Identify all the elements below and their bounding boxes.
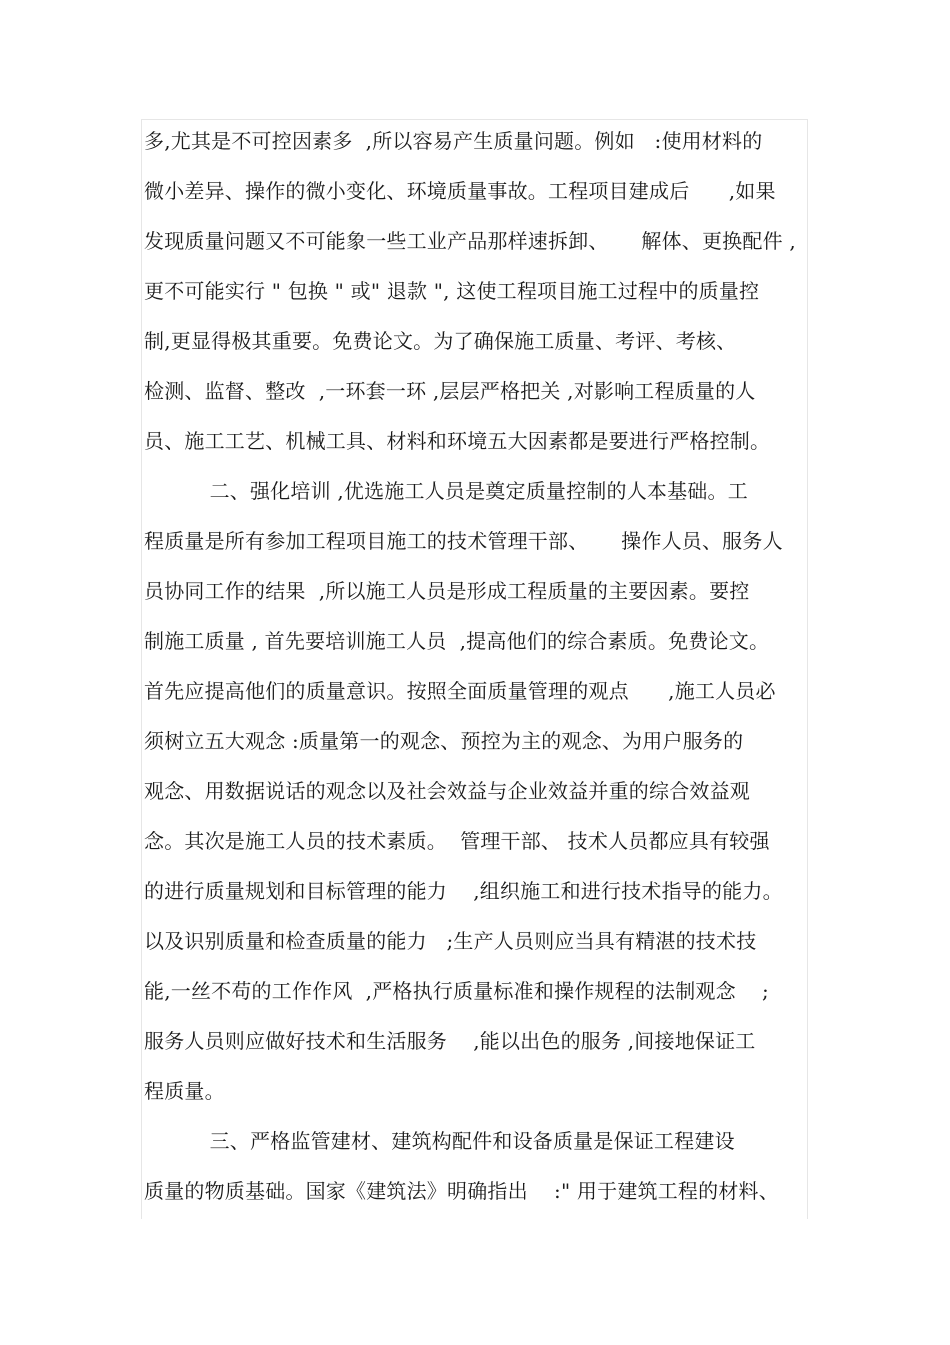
text-line: 员协同工作的结果 ,所以施工人员是形成工程质量的主要因素。要控 <box>144 579 750 603</box>
text-line: 以及识别质量和检查质量的能力 ;生产人员则应当具有精湛的技术技 <box>144 929 757 953</box>
text-line: 制施工质量 , 首先要培训施工人员 ,提高他们的综合素质。免费论文。 <box>144 629 770 653</box>
text-line: 更不可能实行 " 包换 " 或" 退款 ", 这使工程项目施工过程中的质量控 <box>144 279 760 303</box>
text-line: 员、施工工艺、机械工具、材料和环境五大因素都是要进行严格控制。 <box>144 429 771 453</box>
text-line: 首先应提高他们的质量意识。按照全面质量管理的观点 ,施工人员必 <box>144 679 776 703</box>
text-line: 程质量。 <box>144 1079 225 1103</box>
text-line: 念。其次是施工人员的技术素质。 管理干部、 技术人员都应具有较强 <box>144 829 770 853</box>
text-line: 观念、用数据说话的观念以及社会效益与企业效益并重的综合效益观 <box>144 779 750 803</box>
text-line: 制,更显得极其重要。免费论文。为了确保施工质量、考评、考核、 <box>144 329 737 353</box>
text-line: 程质量是所有参加工程项目施工的技术管理干部、 操作人员、服务人 <box>144 529 783 553</box>
text-line: 检测、监督、整改 ,一环套一环 ,层层严格把关 ,对影响工程质量的人 <box>144 379 756 403</box>
text-line: 微小差异、操作的微小变化、环境质量事故。工程项目建成后 ,如果 <box>144 179 776 203</box>
text-line: 发现质量问题又不可能象一些工业产品那样速拆卸、 解体、更换配件 , <box>144 229 796 253</box>
text-line: 须树立五大观念 :质量第一的观念、预控为主的观念、为用户服务的 <box>144 729 744 753</box>
text-line: 二、强化培训 ,优选施工人员是奠定质量控制的人本基础。工 <box>144 479 748 503</box>
text-line: 服务人员则应做好技术和生活服务 ,能以出色的服务 ,间接地保证工 <box>144 1029 756 1053</box>
text-line: 的进行质量规划和目标管理的能力 ,组织施工和进行技术指导的能力。 <box>144 879 783 903</box>
text-line: 三、严格监管建材、建筑构配件和设备质量是保证工程建设 <box>144 1129 735 1153</box>
text-line: 能,一丝不苟的工作作风 ,严格执行质量标准和操作规程的法制观念 ; <box>144 979 769 1003</box>
text-line: 多,尤其是不可控因素多 ,所以容易产生质量问题。例如 :使用材料的 <box>144 129 763 153</box>
text-line: 质量的物质基础。国家《建筑法》明确指出 :" 用于建筑工程的材料、 <box>144 1179 779 1203</box>
